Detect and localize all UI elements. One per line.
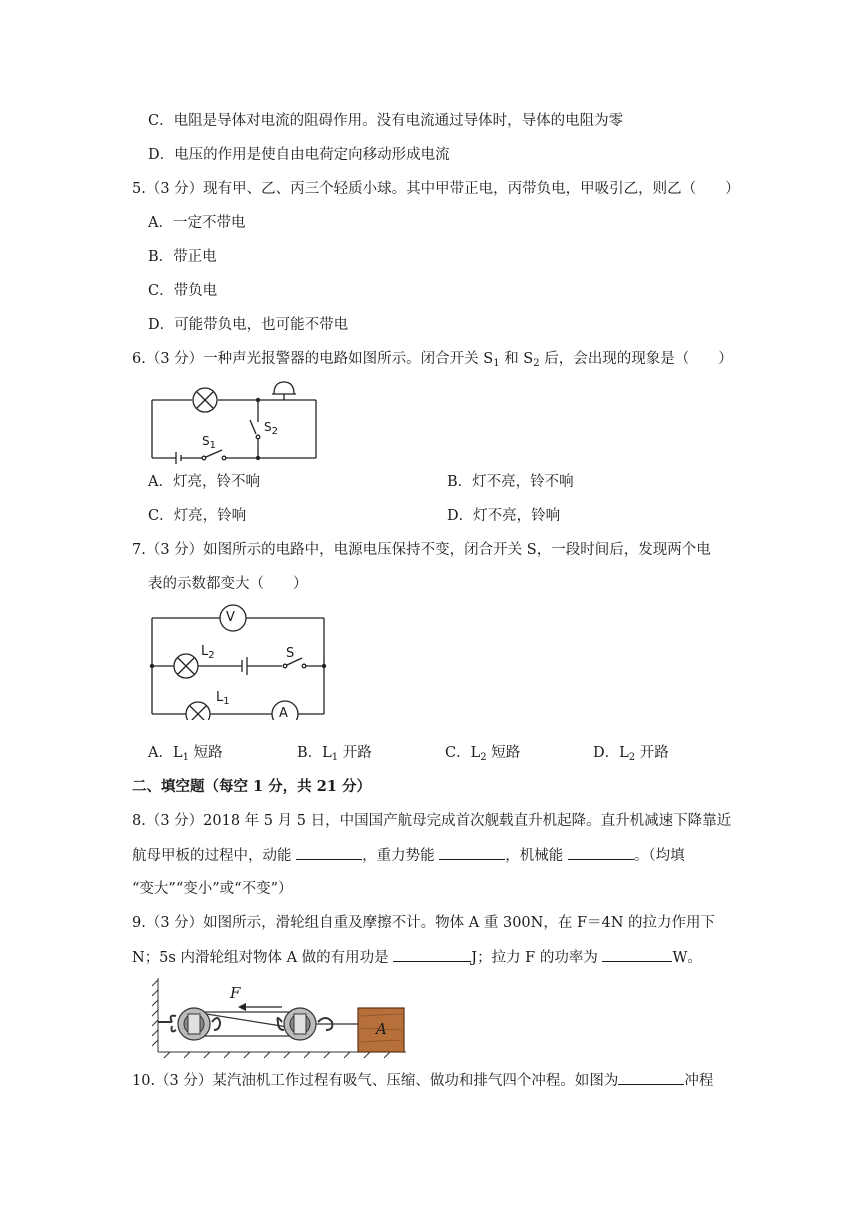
- q7-ammeter-label: A: [279, 706, 288, 721]
- q7-stem-line2: 表的示数都变大（ ）: [148, 576, 308, 592]
- section-2-heading: 二、填空题（每空 1 分，共 21 分）: [132, 778, 371, 795]
- q5-option-b: B．带正电: [148, 249, 217, 265]
- q6-stem: 6.（3 分）一种声光报警器的电路如图所示。闭合开关 $S_1$ 和 $S_2$ 后，会出现的现象是（ ）: [132, 351, 733, 369]
- q8-line1: 8.（3 分）2018 年 5 月 5 日，中国国产航母完成首次舰载直升机起降。直升机减速下降靠近: [132, 813, 732, 829]
- q8-blank-potential[interactable]: [439, 845, 505, 860]
- q7-switch-label: S: [286, 646, 295, 661]
- q4-option-d: D．电压的作用是使自由电荷定向移动形成电流: [148, 147, 450, 163]
- q7-option-d: D．$L_2$ 开路: [593, 745, 669, 763]
- q7-stem-line1: 7.（3 分）如图所示的电路中，电源电压保持不变，闭合开关 S，一段时间后，发现两个电: [132, 542, 711, 558]
- q7-voltmeter-label: V: [226, 610, 235, 625]
- q8-blank-mechanical[interactable]: [568, 845, 634, 860]
- q9-pulley-diagram: [150, 974, 410, 1058]
- q7-l1-label: $L_1$: [216, 690, 230, 707]
- q8-line2: 航母甲板的过程中，动能 ，重力势能 ，机械能 。（均填: [132, 845, 685, 866]
- q6-circuit-diagram: [146, 378, 326, 464]
- q9-blank-power[interactable]: [602, 947, 672, 962]
- q7-option-b: B．$L_1$ 开路: [297, 745, 372, 763]
- q7-l2-label: $L_2$: [201, 644, 215, 661]
- q10-line1: 10.（3 分）某汽油机工作过程有吸气、压缩、做功和排气四个冲程。如图为 冲程: [132, 1070, 713, 1091]
- q6-option-b: B．灯不亮，铃不响: [447, 474, 574, 490]
- q9-block-label: A: [376, 1020, 387, 1038]
- q8-blank-kinetic[interactable]: [296, 845, 362, 860]
- q9-line1: 9.（3 分）如图所示，滑轮组自重及摩擦不计。物体 A 重 300N，在 F＝4N 的拉力作用下: [132, 915, 716, 931]
- q5-stem: 5.（3 分）现有甲、乙、丙三个轻质小球。其中甲带正电，丙带负电，甲吸引乙，则乙（ ）: [132, 181, 740, 197]
- q9-line2: N；5s 内滑轮组对物体 A 做的有用功是 J；拉力 F 的功率为 W。: [132, 947, 702, 968]
- q4-option-c: C．电阻是导体对电流的阻碍作用。没有电流通过导体时，导体的电阻为零: [148, 113, 624, 129]
- q9-blank-work[interactable]: [393, 947, 471, 962]
- q10-blank-stroke[interactable]: [618, 1070, 684, 1085]
- q5-option-c: C．带负电: [148, 283, 218, 299]
- q6-option-a: A．灯亮，铃不响: [148, 474, 260, 490]
- q8-line3: “变大”“变小”或“不变”）: [132, 881, 293, 897]
- q9-force-label: F: [230, 984, 241, 1002]
- q6-fig-s1-label: $S_1$: [202, 434, 216, 451]
- q6-option-c: C．灯亮，铃响: [148, 508, 247, 524]
- q6-fig-s2-label: $S_2$: [264, 420, 278, 437]
- q7-option-c: C．$L_2$ 短路: [445, 745, 521, 763]
- q7-circuit-diagram: [146, 602, 332, 720]
- q7-option-a: A．$L_1$ 短路: [148, 745, 223, 763]
- q6-option-d: D．灯不亮，铃响: [447, 508, 561, 524]
- q5-option-d: D．可能带负电，也可能不带电: [148, 317, 349, 333]
- q5-option-a: A．一定不带电: [148, 215, 246, 231]
